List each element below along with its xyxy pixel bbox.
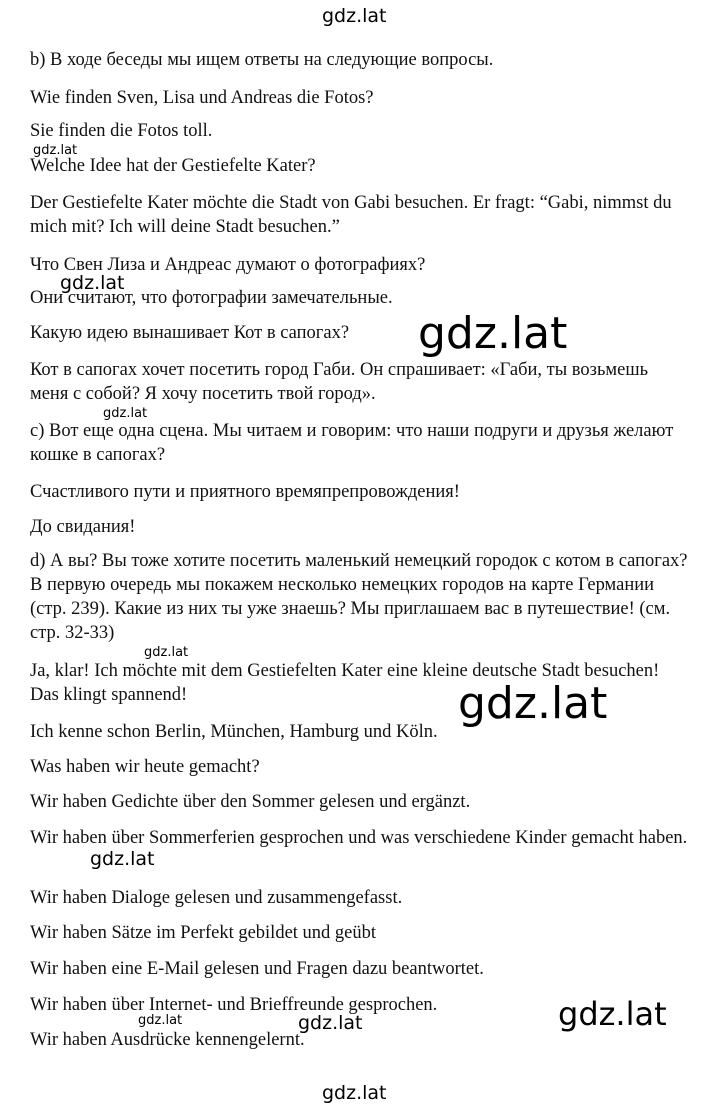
- summary-item-brieffreunde: Wir haben über Internet- und Brieffreunde gesprochen.: [30, 995, 438, 1015]
- paragraph-d-intro: d) А вы? Вы тоже хотите посетить маленький немецкий городок с котом в сапогах? В первую очередь мы покажем несколько немецких городов на карте Германии (стр. 239). Какие из них ты уже знаешь? Мы приглашаем вас в путешествие! (см. стр. 32-33): [30, 551, 688, 643]
- wish-text: Счастливого пути и приятного времяпрепровождения!: [30, 482, 460, 502]
- watermark-large-3: gdz.lat: [558, 995, 667, 1033]
- watermark-large-1: gdz.lat: [418, 308, 568, 359]
- watermark-bottom: gdz.lat: [322, 1082, 387, 1104]
- answer-idee-ru: Кот в сапогах хочет посетить город Габи. Он спрашивает: «Габи, ты возьмешь меня с собой? Я хочу посетить твой город».: [30, 360, 649, 404]
- watermark-small-2: gdz.lat: [103, 406, 148, 421]
- question-fotos-de: Wie finden Sven, Lisa und Andreas die Fotos?: [30, 88, 374, 108]
- paragraph-c-intro: c) Вот еще одна сцена. Мы читаем и говорим: что наши подруги и друзья желают кошке в сапогах?: [30, 421, 674, 465]
- summary-item-sommerferien: Wir haben über Sommerferien gesprochen und was verschiedene Kinder gemacht haben.: [30, 828, 688, 848]
- watermark-top: gdz.lat: [322, 5, 387, 27]
- summary-item-perfekt: Wir haben Sätze im Perfekt gebildet und geübt: [30, 923, 377, 943]
- answer-fotos-de: Sie finden die Fotos toll.: [30, 121, 213, 141]
- question-fotos-ru: Что Свен Лиза и Андреас думают о фотографиях?: [30, 255, 426, 275]
- watermark-large-2: gdz.lat: [458, 678, 608, 729]
- answer-idee-de: Der Gestiefelte Kater möchte die Stadt von Gabi besuchen. Er fragt: “Gabi, nimmst du mich mit? Ich will deine Stadt besuchen.”: [30, 193, 672, 237]
- watermark-medium-3: gdz.lat: [298, 1012, 363, 1034]
- answer-stadt-besuchen: Ja, klar! Ich möchte mit dem Gestiefelten Kater eine kleine deutsche Stadt besuchen! Das klingt spannend!: [30, 661, 660, 705]
- watermark-medium-2: gdz.lat: [90, 848, 155, 870]
- answer-staedte: Ich kenne schon Berlin, München, Hamburg und Köln.: [30, 722, 438, 742]
- summary-item-gedichte: Wir haben Gedichte über den Sommer gelesen und ergänzt.: [30, 792, 471, 812]
- summary-question: Was haben wir heute gemacht?: [30, 757, 260, 777]
- question-idee-ru: Какую идею вынашивает Кот в сапогах?: [30, 323, 350, 343]
- summary-item-ausdruecke: Wir haben Ausdrücke kennengelernt.: [30, 1030, 305, 1050]
- watermark-small-4: gdz.lat: [138, 1013, 183, 1028]
- paragraph-b-intro: b) В ходе беседы мы ищем ответы на следующие вопросы.: [30, 50, 494, 70]
- question-idee-de: Welche Idee hat der Gestiefelte Kater?: [30, 156, 316, 176]
- watermark-medium-1: gdz.lat: [60, 272, 125, 294]
- answer-fotos-ru: Они считают, что фотографии замечательные.: [30, 288, 393, 308]
- summary-item-dialoge: Wir haben Dialoge gelesen und zusammengefasst.: [30, 888, 403, 908]
- watermark-small-1: gdz.lat: [33, 143, 78, 158]
- summary-item-email: Wir haben eine E-Mail gelesen und Fragen dazu beantwortet.: [30, 959, 484, 979]
- watermark-small-3: gdz.lat: [144, 645, 189, 660]
- farewell-text: До свидания!: [30, 517, 136, 537]
